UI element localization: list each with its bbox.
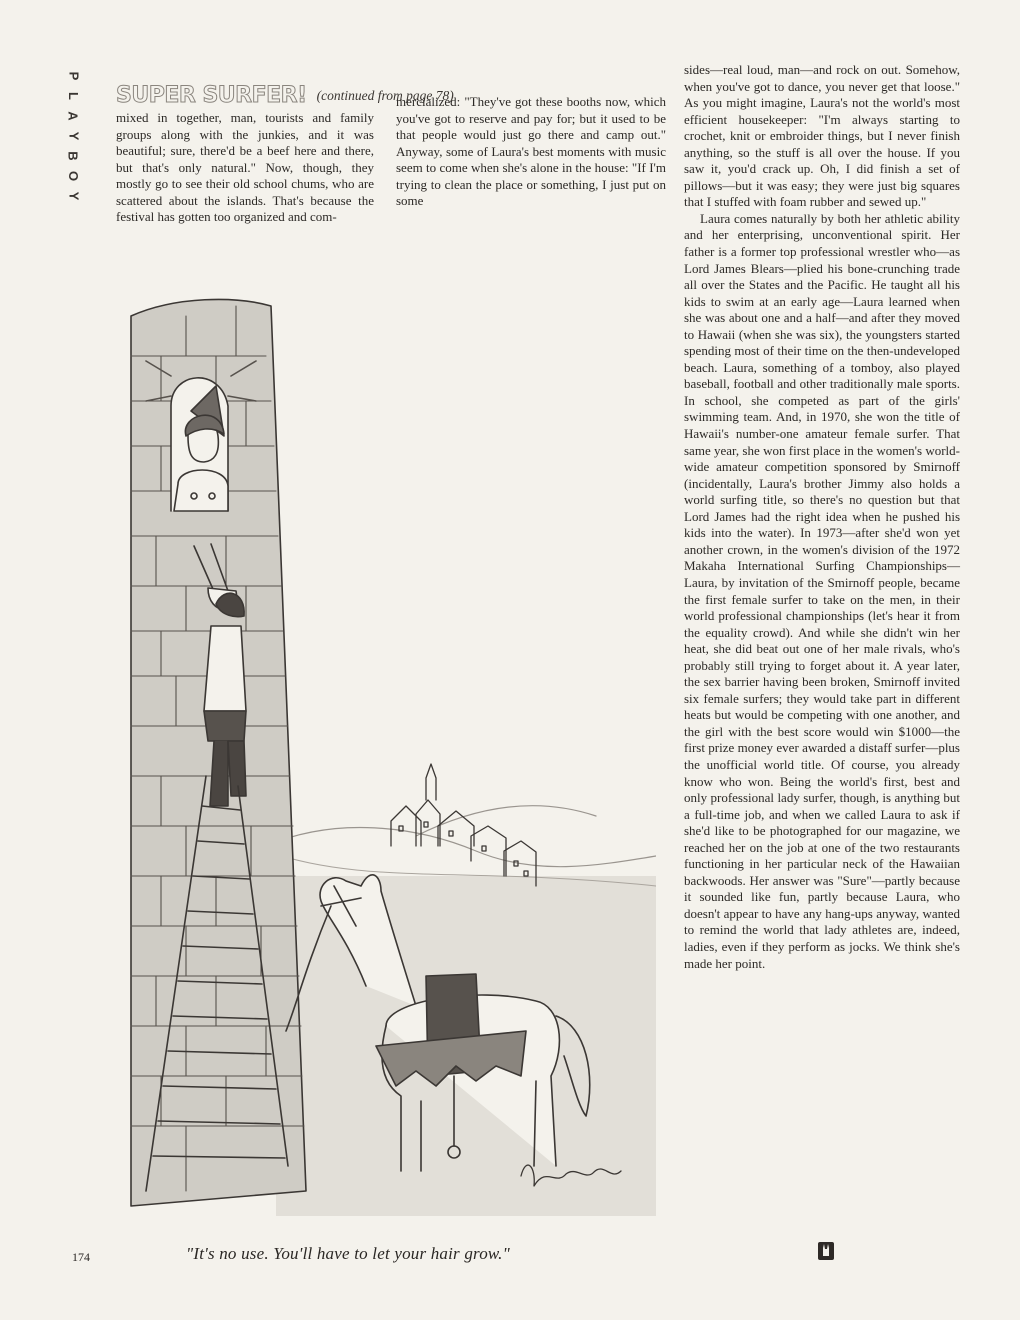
text-column-1	[116, 110, 374, 226]
masthead-letter: A	[65, 111, 81, 121]
cartoon-caption: "It's no use. You'll have to let your hair grow."	[186, 1244, 510, 1263]
text-column-3	[684, 62, 960, 972]
column-3-paragraph-1: sides—real loud, man—and rock on out. Somehow, when you've got to dance, you never get that loose." As you might imagine, Laura's not the world's most efficient housekeeper: "I'm always starting to crochet, knit or embroider things, but I never finish anything, so the stuff is all over the house. If you saw it, you'd crack up. Oh, I did finish a set of pillows—but it was easy; they were just big squares that I stuffed with foam rubber and sewed up."	[684, 62, 960, 210]
masthead-letter: Y	[65, 191, 81, 201]
hill-left	[266, 827, 656, 866]
column-1-text: mixed in together, man, tourists and family groups along with the junkies, and it was beautiful; sure, there'd be a beef here and there, but that's only natural." Now, though, they mostly go to see their old school chums, who are scattered about the islands. That's because the festival has gotten too organized and com-	[116, 110, 374, 224]
page-number: 174	[72, 1250, 90, 1264]
masthead-letter: Y	[65, 131, 81, 141]
continued-note: (continued from page 78)	[316, 88, 454, 103]
text-column-2	[396, 94, 666, 210]
village	[391, 764, 536, 886]
masthead-letter: P	[65, 71, 81, 81]
masthead-letter: O	[66, 170, 81, 182]
column-3-paragraph-2: Laura comes naturally by both her athletic ability and her enterprising, unconventional spirit. Her father is a former top professional wrestler who—as Lord James Blears—plied his bone-crunching trade all over the States and the Pacific. He taught all his kids to swim at an early age—Laura learned when she was about one and a half—and after they moved to Hawaii (when she was six), the youngsters started spending most of their time on the then-undeveloped beach. Laura, something of a tomboy, also played baseball, football and other traditionally male sports. In school, she competed as part of the girls' swimming team. And, in 1970, she won the title of Hawaii's number-one amateur female surfer. That same year, she won first place in the women's world-wide amateur competition sponsored by Smirnoff (incidentally, Laura's brother Jimmy also holds a world surfing title, so there's no question but that Lord James had the right idea when he pushed his kids into the water). In 1973—after she'd won yet another crown, in the women's division of the 1972 Makaha International Surfing Championships—Laura, by invitation of the Smirnoff people, became the first female surfer to take on the men, in their world professional championships (let's hear it from the equality crowd). And while she didn't win her heat, she did beat out one of her male rivals, who's probably still trying to forget about it. A year later, the sex barrier having been broken, Smirnoff invited six female surfers; they would take part in different heats but would be competing with one another, and the girl with the best score would win $1000—the first prize money ever awarded a distaff surfer—plus the unofficial world title. Of course, you already know who won. Being the world's first, best and only professional lady surfer, though, is anything but a full-time job, and when we called Laura to ask if she'd like to be photographed for our magazine, we reached her on the job at one of the two restaurants functioning in her particular neck of the Hawaiian backwoods. Her answer was "Sure"—partly because it sounded like fun, partly because Laura, who doesn't appear to have any hang-ups anyway, wanted to remind the world that lady athletes are, indeed, ladies, even if they perform as jocks. We think she's made her point.	[684, 210, 960, 971]
column-2-text: mercialized: "They've got these booths now, which you've got to reserve and pay for; but it used to be that people would just go there and camp out." Anyway, some of Laura's best moments with music seem to come when she's alone in the house: "If I'm trying to clean the place or something, I just put on some	[396, 94, 666, 208]
masthead-letter: B	[65, 151, 81, 161]
rabbit-head-icon	[818, 1242, 834, 1260]
article-title: SUPER SURFER!	[116, 83, 307, 108]
masthead-letter: L	[65, 92, 81, 100]
article-header	[116, 72, 454, 108]
hill-back	[416, 806, 596, 836]
cartoon-illustration	[116, 286, 656, 1216]
vertical-masthead	[58, 66, 88, 206]
